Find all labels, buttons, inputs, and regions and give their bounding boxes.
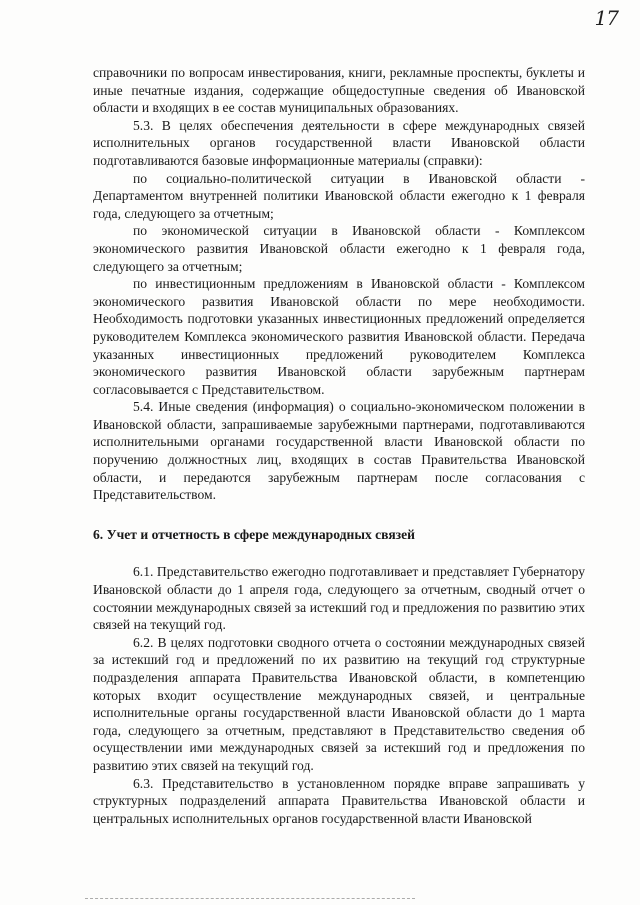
paragraph-social-political: по социально-политической ситуации в Ивановской области - Департаментом внутренней политики Ивановской области ежегодно к 1 февраля года, следующего за отчетным;: [93, 170, 585, 221]
paragraph-6-3: 6.3. Представительство в установленном порядке вправе запрашивать у структурных подразделений аппарата Правительства Ивановской области и центральных исполнительных органов государственной власти Ивановской: [93, 775, 585, 826]
paragraph-6-2: 6.2. В целях подготовки сводного отчета о состоянии международных связей за истекший год и предложений по их развитию на текущий год структурные подразделения аппарата Правительства Ивановской области, в компетенцию которых входит осуществление международных связей, и центральные исполнительные органы государственной власти Ивановской области до 1 марта года, следующего за отчетным, представляют в Представительство сведения об осуществлении ими международных связей за истекший год и предложения по развитию этих связей на текущий год.: [93, 634, 585, 773]
paragraph-5-2-continuation: справочники по вопросам инвестирования, книги, рекламные проспекты, буклеты и иные печатные издания, содержащие общедоступные сведения об Ивановской области и входящих в ее состав муниципальных образованиях.: [93, 65, 585, 116]
paragraph-6-1: 6.1. Представительство ежегодно подготавливает и представляет Губернатору Ивановской области до 1 апреля года, следующего за отчетным, сводный отчет о состоянии международных связей за истекший год и предложения по развитию этих связей на текущий год.: [93, 564, 585, 633]
scan-edge-line: [85, 898, 415, 899]
page-number: 17: [594, 6, 618, 30]
paragraph-investment: по инвестиционным предложениям в Ивановской области - Комплексом экономического развития Ивановской области по мере необходимости. Необходимость подготовки указанных инвестиционных предложений определяется руководителем Комплекса экономического развития Ивановской области. Передача указанных инвестиционных предложений руководителем Комплекса экономического развития Ивановской области зарубежным партнерам согласовывается с Представительством.: [93, 276, 585, 397]
paragraph-5-3: 5.3. В целях обеспечения деятельности в сфере международных связей исполнительных органов государственной власти Ивановской области подготавливаются базовые информационные материалы (справки):: [93, 117, 585, 168]
section-heading: 6. Учет и отчетность в сфере международных связей: [93, 526, 416, 542]
document-body: [93, 64, 585, 827]
paragraph-5-4: 5.4. Иные сведения (информация) о социально-экономическом положении в Ивановской области, запрашиваемые зарубежными партнерами, подготавливаются исполнительными органами государственной власти Ивановской области по поручению должностных лиц, входящих в состав Правительства Ивановской области, и передаются зарубежным партнерам после согласования с Представительством.: [93, 399, 585, 503]
paragraph-economic: по экономической ситуации в Ивановской области - Комплексом экономического развития Ивановской области ежегодно к 1 февраля года, следующего за отчетным;: [93, 223, 585, 274]
